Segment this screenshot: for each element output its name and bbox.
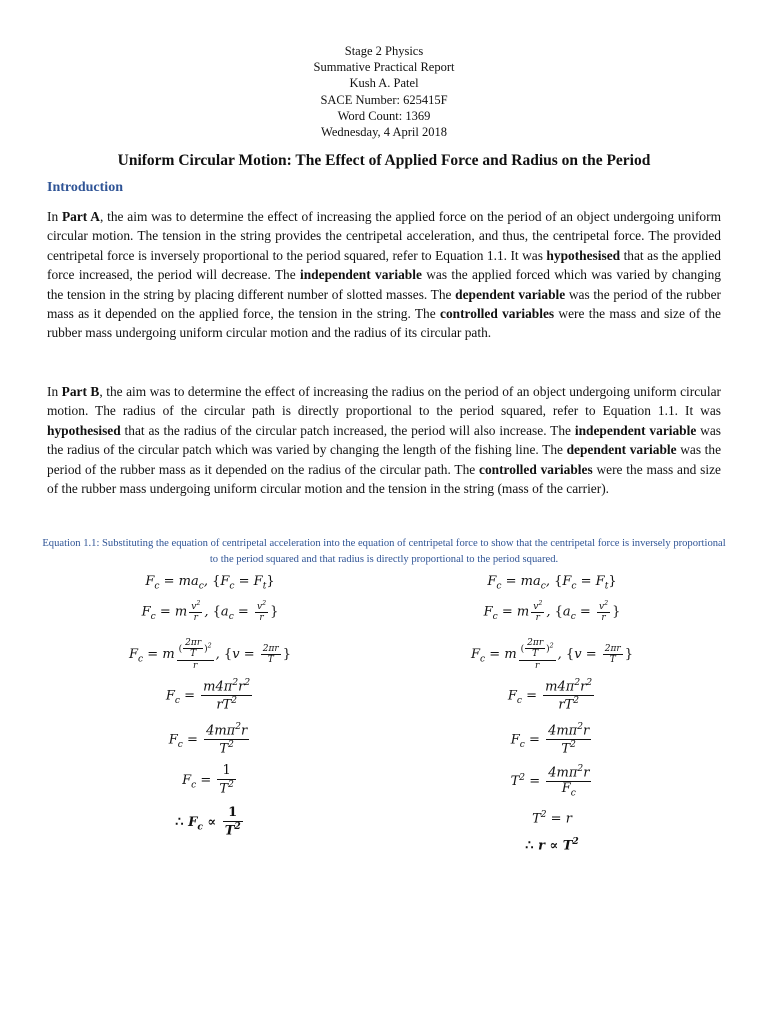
right-eq-row5: $F_c$ = $\frac{4m\pi^2r}{T^2}$ — [510, 722, 590, 757]
left-eq-row7: ∴ $F_c$ ∝ $\frac{1}{T^2}$ — [175, 805, 241, 839]
right-eq-row8: ∴ $r \propto T^2$ — [525, 836, 579, 854]
right-eq-row6: $T^2$ = $\frac{4m\pi^2r}{F_c}$ — [510, 764, 590, 799]
author-line: Kush A. Patel — [349, 76, 419, 91]
course-line: Stage 2 Physics — [344, 44, 424, 58]
report-type-line: Summative Practical Report — [313, 60, 455, 75]
right-eq-row3: $F_c = m$ ( $\frac{2\pi r}{T}$ )$^2$ r , {v = $\frac{2\pi r}{T}$ } — [471, 638, 633, 671]
report-header — [0, 43, 768, 140]
left-eq-row5: $F_c$ = $\frac{4m\pi^2r}{T^2}$ — [168, 722, 248, 757]
equation-caption: Equation 1.1: Substituting the equation of centripetal acceleration into the equation of centripetal force to show that the centripetal force is inversely proportional to the period squared and that radius is directly proportional to the period squared. — [42, 538, 726, 565]
left-eq-row6: $F_c$ = $\frac{1}{T^2}$ — [182, 763, 234, 797]
right-eq-row2: $F_c = m$ $\frac{v^2}{r}$ , {$a_c$ = $\frac{v^2}{r}$ } — [483, 600, 621, 624]
left-eq-row3: $F_c = m$ ( $\frac{2\pi r}{T}$ )$^2$ r , {v = $\frac{2\pi r}{T}$ } — [129, 638, 291, 671]
introduction-heading: Introduction — [47, 180, 123, 195]
date-line: Wednesday, 4 April 2018 — [321, 125, 447, 140]
right-eq-row4: $F_c$ = $\frac{m4\pi^2r^2}{rT^2}$ — [507, 678, 593, 713]
left-eq-row4: $F_c$ = $\frac{m4\pi^2r^2}{rT^2}$ — [165, 678, 251, 713]
right-eq-row7: $T^2 = r$ — [532, 810, 572, 827]
right-eq-row1: $F_c = ma_c$, $\{F_c = F_t\}$ — [487, 574, 617, 592]
sace-number-line: SACE Number: 625415F — [320, 92, 448, 107]
word-count-line: Word Count: 1369 — [337, 108, 431, 123]
part-b-paragraph: In Part B, the aim was to determine the effect of increasing the radius on the period of an object undergoing uniform circular motion. The radius of the circular path is directly proportional to the period squared, refer to Equation 1.1. It was hypothesised that as the radius of the circular patch increased, the period will also increase. The independent variable was the radius of the circular patch which was varied by changing the length of the fishing line. The dependent variable was the period of the rubber mass as it depended on the radius of the circular path. The controlled variables were the mass and size of the rubber mass undergoing uniform circular motion and the tension in the string (mass of the carrier). — [47, 384, 722, 497]
part-a-paragraph: In Part A, the aim was to determine the effect of increasing the applied force on the period of an object undergoing uniform circular motion. The tension in the string provides the centripetal acceleration, and thus, the centripetal force. The provided centripetal force is inversely proportional to the period squared, refer to Equation 1.1. It was hypothesised that as the applied force increased, the period will decrease. The independent variable was the applied forced which was varied by changing the tension in the string by placing different number of slotted masses. The dependent variable was the period of the rubber mass as it depended on the applied force, the tension in the string. The controlled variables were the mass and size of the rubber mass undergoing uniform circular motion and the radius of its circular path. — [47, 209, 721, 341]
left-eq-row1: $F_c = ma_c$, $\{F_c = F_t\}$ — [145, 574, 275, 592]
document-title: Uniform Circular Motion: The Effect of Applied Force and Radius on the Period — [117, 152, 651, 169]
left-eq-row2: $F_c = m$ $\frac{v^2}{r}$ , {$a_c$ = $\frac{v^2}{r}$ } — [141, 600, 279, 624]
